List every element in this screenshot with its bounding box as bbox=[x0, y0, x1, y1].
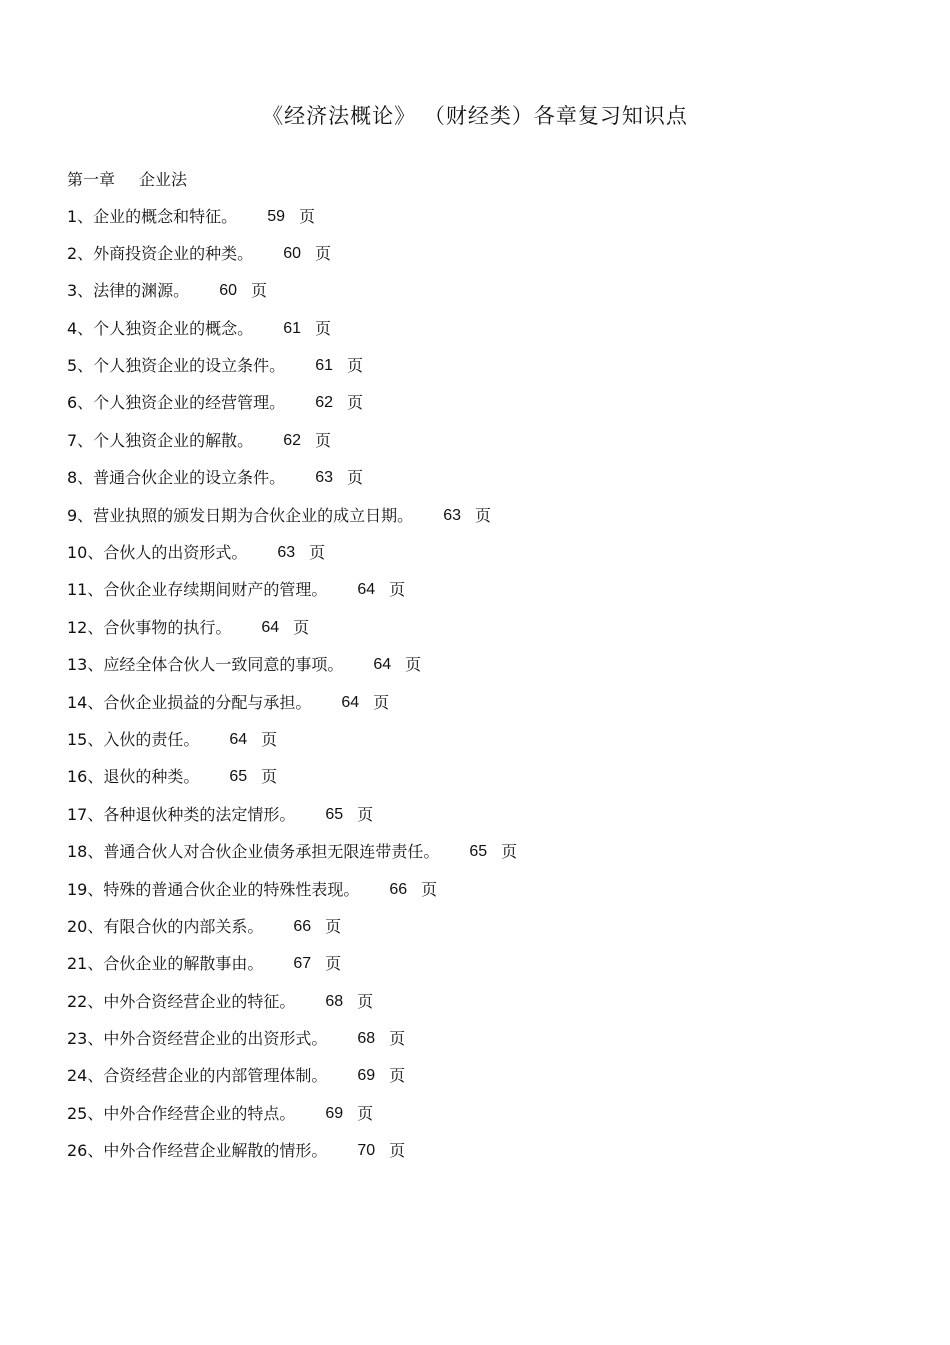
knowledge-point-label: 19、特殊的普通合伙企业的特殊性表现。 bbox=[67, 879, 360, 899]
knowledge-point-label: 12、合伙事物的执行。 bbox=[67, 617, 232, 637]
page-unit: 页 bbox=[501, 842, 518, 862]
knowledge-point-list bbox=[67, 205, 517, 1177]
page-unit: 页 bbox=[474, 505, 491, 525]
page-unit: 页 bbox=[325, 916, 342, 936]
page-number: 62 bbox=[315, 394, 333, 412]
knowledge-point-label: 9、营业执照的颁发日期为合伙企业的成立日期。 bbox=[67, 505, 414, 525]
page-unit: 页 bbox=[346, 393, 363, 413]
page-unit: 页 bbox=[346, 468, 363, 488]
list-item bbox=[67, 1027, 517, 1064]
knowledge-point-label: 16、退伙的种类。 bbox=[67, 767, 200, 787]
page-number: 63 bbox=[277, 544, 296, 562]
page-number: 68 bbox=[325, 992, 344, 1010]
list-item bbox=[67, 1102, 517, 1139]
list-item bbox=[67, 354, 517, 391]
knowledge-point-label: 18、普通合伙人对合伙企业债务承担无限连带责任。 bbox=[67, 842, 440, 862]
knowledge-point-label: 24、合资经营企业的内部管理体制。 bbox=[67, 1066, 328, 1086]
page-number: 59 bbox=[267, 207, 285, 225]
list-item bbox=[67, 878, 517, 915]
list-item bbox=[67, 391, 517, 428]
knowledge-point-label: 10、合伙人的出资形式。 bbox=[67, 543, 248, 563]
list-item bbox=[67, 1139, 517, 1176]
knowledge-point-label: 1、企业的概念和特征。 bbox=[67, 206, 238, 226]
chapter-name: 企业法 bbox=[139, 170, 188, 189]
knowledge-point-label: 14、合伙企业损益的分配与承担。 bbox=[67, 692, 312, 712]
page-number: 65 bbox=[325, 805, 344, 823]
page-number: 61 bbox=[283, 319, 301, 337]
page-number: 65 bbox=[229, 768, 248, 786]
page-number: 64 bbox=[357, 581, 376, 599]
knowledge-point-label: 2、外商投资企业的种类。 bbox=[67, 243, 254, 263]
page-number: 64 bbox=[229, 730, 248, 748]
list-item bbox=[67, 728, 517, 765]
page-number: 64 bbox=[261, 618, 280, 636]
list-item bbox=[67, 205, 517, 242]
knowledge-point-label: 21、合伙企业的解散事由。 bbox=[67, 954, 264, 974]
list-item bbox=[67, 1064, 517, 1101]
knowledge-point-label: 25、中外合作经营企业的特点。 bbox=[67, 1103, 296, 1123]
page-unit: 页 bbox=[250, 281, 267, 301]
list-item bbox=[67, 541, 517, 578]
knowledge-point-label: 15、入伙的责任。 bbox=[67, 729, 200, 749]
page-unit: 页 bbox=[314, 318, 331, 338]
page-unit: 页 bbox=[309, 543, 326, 563]
page-unit: 页 bbox=[357, 1103, 374, 1123]
page-number: 66 bbox=[389, 880, 408, 898]
list-item bbox=[67, 578, 517, 615]
knowledge-point-label: 5、个人独资企业的设立条件。 bbox=[67, 356, 286, 376]
list-item bbox=[67, 840, 517, 877]
list-item bbox=[67, 242, 517, 279]
page-unit: 页 bbox=[325, 954, 342, 974]
list-item bbox=[67, 691, 517, 728]
list-item bbox=[67, 317, 517, 354]
list-item bbox=[67, 653, 517, 690]
list-item bbox=[67, 466, 517, 503]
knowledge-point-label: 17、各种退伙种类的法定情形。 bbox=[67, 804, 296, 824]
page-number: 67 bbox=[293, 955, 312, 973]
knowledge-point-label: 6、个人独资企业的经营管理。 bbox=[67, 393, 286, 413]
page-number: 69 bbox=[357, 1067, 376, 1085]
page-unit: 页 bbox=[261, 729, 278, 749]
page-unit: 页 bbox=[421, 879, 438, 899]
page-unit: 页 bbox=[373, 692, 390, 712]
knowledge-point-label: 13、应经全体合伙人一致同意的事项。 bbox=[67, 655, 344, 675]
page-unit: 页 bbox=[261, 767, 278, 787]
page-number: 64 bbox=[373, 656, 392, 674]
list-item bbox=[67, 504, 517, 541]
list-item bbox=[67, 915, 517, 952]
document-title: 《经济法概论》 （财经类）各章复习知识点 bbox=[262, 104, 688, 128]
list-item bbox=[67, 990, 517, 1027]
page-unit: 页 bbox=[405, 655, 422, 675]
page-unit: 页 bbox=[346, 356, 363, 376]
list-item bbox=[67, 765, 517, 802]
page-unit: 页 bbox=[389, 1029, 406, 1049]
list-item bbox=[67, 803, 517, 840]
knowledge-point-label: 26、中外合作经营企业解散的情形。 bbox=[67, 1141, 328, 1161]
page-number: 65 bbox=[469, 843, 488, 861]
page-unit: 页 bbox=[298, 206, 315, 226]
knowledge-point-label: 20、有限合伙的内部关系。 bbox=[67, 916, 264, 936]
page-number: 63 bbox=[443, 506, 461, 524]
page-number: 60 bbox=[283, 244, 301, 262]
list-item bbox=[67, 429, 517, 466]
page-number: 63 bbox=[315, 469, 333, 487]
page-unit: 页 bbox=[389, 1066, 406, 1086]
page-unit: 页 bbox=[357, 991, 374, 1011]
list-item bbox=[67, 616, 517, 653]
page-number: 60 bbox=[219, 282, 237, 300]
knowledge-point-label: 11、合伙企业存续期间财产的管理。 bbox=[67, 580, 328, 600]
page-number: 66 bbox=[293, 917, 312, 935]
page-unit: 页 bbox=[389, 580, 406, 600]
knowledge-point-label: 22、中外合资经营企业的特征。 bbox=[67, 991, 296, 1011]
page-number: 69 bbox=[325, 1104, 344, 1122]
page-unit: 页 bbox=[314, 430, 331, 450]
chapter-number: 第一章 bbox=[67, 170, 116, 189]
page-unit: 页 bbox=[293, 617, 310, 637]
knowledge-point-label: 7、个人独资企业的解散。 bbox=[67, 430, 254, 450]
page-number: 68 bbox=[357, 1030, 376, 1048]
knowledge-point-label: 8、普通合伙企业的设立条件。 bbox=[67, 468, 286, 488]
page-unit: 页 bbox=[389, 1141, 406, 1161]
knowledge-point-label: 3、法律的渊源。 bbox=[67, 281, 190, 301]
list-item bbox=[67, 279, 517, 316]
knowledge-point-label: 23、中外合资经营企业的出资形式。 bbox=[67, 1029, 328, 1049]
chapter-heading bbox=[67, 168, 187, 192]
page-unit: 页 bbox=[357, 804, 374, 824]
page-number: 70 bbox=[357, 1142, 376, 1160]
page-number: 61 bbox=[315, 357, 333, 375]
page-number: 64 bbox=[341, 693, 360, 711]
list-item bbox=[67, 952, 517, 989]
page-unit: 页 bbox=[314, 243, 331, 263]
knowledge-point-label: 4、个人独资企业的概念。 bbox=[67, 318, 254, 338]
page-number: 62 bbox=[283, 431, 301, 449]
